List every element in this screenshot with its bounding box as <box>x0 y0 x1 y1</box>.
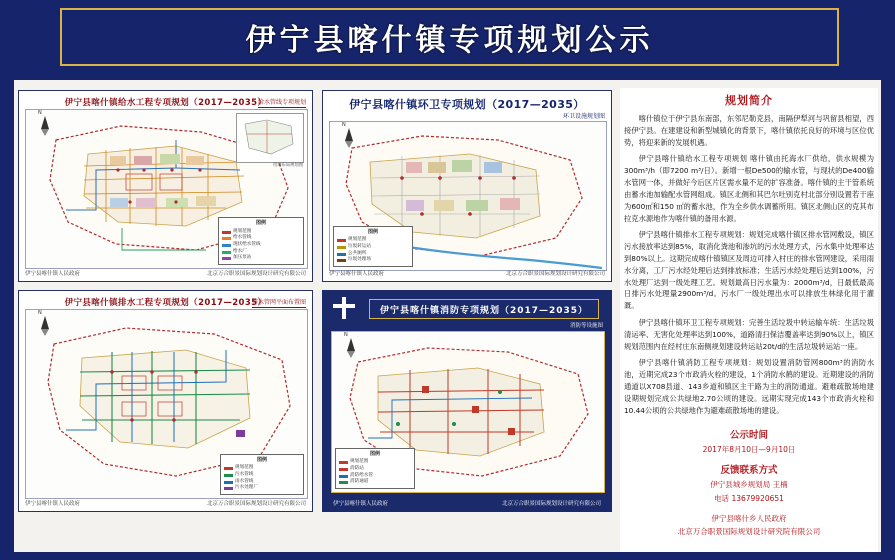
sanitation-legend <box>333 226 413 267</box>
panel-drainage-subtitle: 排水管网平面布置图 <box>251 299 306 306</box>
panel-water-supply-title: 伊宁县喀什镇给水工程专项规划（2017—2035） <box>64 98 267 108</box>
panel-sanitation-subtitle: 环卫设施规划图 <box>562 113 605 120</box>
compass-north-label: N <box>344 332 348 338</box>
planning-summary-column <box>620 88 878 552</box>
footer-bar <box>0 552 895 560</box>
legend-item-label: 污水处理厂 <box>235 485 258 491</box>
panel-drainage-title: 伊宁县喀什镇排水工程专项规划（2017—2035） <box>64 298 267 308</box>
feedback-phone: 电话 13679920651 <box>714 493 784 503</box>
panel-fire-protection-footer-left: 伊宁县喀什镇人民政府 <box>333 501 389 507</box>
legend-item <box>337 257 409 264</box>
legend-item-label: 规划范围 <box>348 237 367 243</box>
drainage-map[interactable] <box>25 309 308 499</box>
summary-paragraph: 伊宁县喀什镇排水工程专项规划：规划完成喀什镇区排水管网敷设，镇区污水接放率达到85%，取消化粪池和渗坑的污水处理方式，污水集中处理率达到80%以上。这期完成喀什镇镇区及周边可排入村庄的排水管网建设，采用雨水分离，工厂污水经处理后达到排放标准；生活污水经处理后达到100%，污水处理厂达到一级处理工艺。规划最高日污水量为：2000m³/d，日最低最高日排污水处理量2900m³/d。污水厂一级处理出水可以排放生林绿化用于灌溉。 <box>624 230 874 311</box>
legend-item-label: 加压泵站 <box>233 255 252 261</box>
legend-title: 图例 <box>369 451 380 458</box>
legend-item-label: 消防给水管 <box>350 472 373 478</box>
feedback-contact: 伊宁县城乡规划局 王楠 <box>710 479 788 489</box>
water-supply-legend <box>218 217 304 265</box>
legend-item-label: 雨水管线 <box>235 478 254 484</box>
water-supply-inset-map <box>236 113 304 163</box>
panel-sanitation-footer-right: 北京万合职景国际规划设计研究有限公司 <box>505 271 605 277</box>
panel-water-supply-footer-left: 伊宁县喀什镇人民政府 <box>25 271 81 277</box>
legend-item-label: 规划范围 <box>233 228 252 234</box>
panel-drainage-footer-right: 北京万合职景国际规划设计研究有限公司 <box>206 501 306 507</box>
summary-paragraph: 喀什镇位于伊宁县东南部，东邻尼勒克县，南隔伊犁河与巩留县相望，西接伊宁县。在建建设和新型城镇化的背景下，喀什镇依托良好的环境与区位优势，将迎来新的发展机遇。 <box>624 114 874 147</box>
summary-paragraph: 伊宁县喀什镇给水工程专项规划 喀什镇由托海水厂供给，供水规模为300m³/h（即7200 m³/日）。新增一根De500的输水管，与现状的De400输水管网一体，并做好今后区片区需水量不足的扩容准备。喀什镇的主干管系统由蓄水池加输配水管网组成。镇区北侧和其巴尔吐别克村北部分别设置若干座为600㎡和150 ㎡的蓄水池，作为全乡供水调蓄所用。镇区北侧山区的克其布拉克水源地作为喀什镇的备用水源。 <box>624 154 874 223</box>
summary-title: 规划简介 <box>725 94 773 107</box>
fire-title-frame <box>369 299 599 319</box>
publish-time-value: 2017年8月10日—9月10日 <box>702 444 796 454</box>
legend-item-label: 规划范围 <box>235 465 254 471</box>
legend-item-label: 垃圾转运站 <box>348 244 371 250</box>
panel-drainage[interactable] <box>18 290 313 512</box>
panel-water-supply[interactable] <box>18 90 313 282</box>
legend-title: 图例 <box>255 220 266 227</box>
page-title: 伊宁县喀什镇专项规划公示 <box>245 23 654 58</box>
summary-paragraph: 伊宁县喀什镇环卫工程专项规划：完善生活垃圾中转运输车统：生活垃圾清运率、无害化处理率达到100%，道路清扫保洁覆盖率达到90%以上，镇区规划范围内在经村庄东南侧规划建设转运站20t/d的生活垃圾转运站一座。 <box>624 318 874 351</box>
legend-item <box>222 255 300 262</box>
feedback-title: 反馈联系方式 <box>720 464 778 476</box>
panel-fire-protection[interactable] <box>322 290 612 512</box>
legend-item <box>339 479 411 486</box>
legend-title: 图例 <box>256 457 267 464</box>
sanitation-map[interactable] <box>329 121 607 271</box>
compass-icon <box>34 110 50 136</box>
legend-item-label: 公共厕所 <box>348 250 367 256</box>
legend-item <box>337 244 409 251</box>
fire-protection-map[interactable] <box>331 331 605 493</box>
summary-paragraph: 伊宁县喀什镇消防工程专项规划：规划设置消防管网800m³的消防水池，近期完成23个市政消火栓的建设，1个消防水鹤的建设。近期建设的消防通道以X708县道、143乡道和镇区主干路为主的消防通道。避难疏散场地建设期规划完成公共绿地2.70公顷的建设。远期实现完成143个市政消火栓和10.44公顷的公共绿地作为避难疏散场地的建设。 <box>624 358 874 415</box>
panel-water-supply-subtitle: 给水管线专项规划 <box>257 99 306 106</box>
water-supply-inset-caption: 用地布局规划图 <box>272 163 303 168</box>
legend-item-label: 规划范围 <box>350 459 369 465</box>
panel-fire-protection-footer-right: 北京万合职景国际规划设计研究有限公司 <box>501 501 601 507</box>
legend-item-label: 给水厂 <box>233 248 247 254</box>
header-banner-frame <box>60 8 839 66</box>
issuing-authority: 伊宁县喀什乡人民政府 <box>711 513 787 523</box>
legend-item-label: 污水管线 <box>235 472 254 478</box>
compass-icon <box>338 122 354 148</box>
header-banner <box>0 0 895 72</box>
design-institute: 北京万合职景国际规划设计研究院有限公司 <box>677 526 821 536</box>
legend-item <box>224 485 300 492</box>
compass-north-label: N <box>38 310 42 316</box>
legend-item-label: 消防通道 <box>350 479 369 485</box>
legend-item <box>224 472 300 479</box>
panel-sanitation-footer-left: 伊宁县喀什镇人民政府 <box>329 271 385 277</box>
water-supply-map[interactable] <box>25 109 308 269</box>
drainage-legend <box>220 454 304 495</box>
legend-title: 图例 <box>367 229 378 236</box>
panel-drainage-footer-left: 伊宁县喀什镇人民政府 <box>25 501 81 507</box>
publish-time-title: 公示时间 <box>729 429 768 441</box>
legend-item <box>222 242 300 249</box>
legend-item-label: 消防站 <box>350 466 364 472</box>
panel-water-supply-footer-right: 北京万合职景国际规划设计研究有限公司 <box>206 271 306 277</box>
compass-north-label: N <box>342 122 346 128</box>
panel-fire-protection-title: 伊宁县喀什镇消防专项规划（2017—2035） <box>379 305 589 316</box>
right-border-bar <box>881 80 895 560</box>
panel-fire-protection-subtitle: 消防等设施图 <box>569 323 603 329</box>
legend-item <box>339 466 411 473</box>
fire-protection-legend <box>335 448 415 489</box>
cross-decoration-icon <box>333 297 355 319</box>
legend-item-label: 现状给水管线 <box>233 242 261 248</box>
left-border-bar <box>0 80 14 560</box>
compass-icon <box>34 310 50 336</box>
compass-icon <box>340 332 356 358</box>
panel-sanitation[interactable] <box>322 90 612 282</box>
banner-divider <box>0 72 895 80</box>
legend-item-label: 给水管线 <box>233 235 252 241</box>
panel-sanitation-title: 伊宁县喀什镇环卫专项规划（2017—2035） <box>349 98 585 111</box>
compass-north-label: N <box>38 110 42 116</box>
legend-item-label: 垃圾处理场 <box>348 257 371 263</box>
